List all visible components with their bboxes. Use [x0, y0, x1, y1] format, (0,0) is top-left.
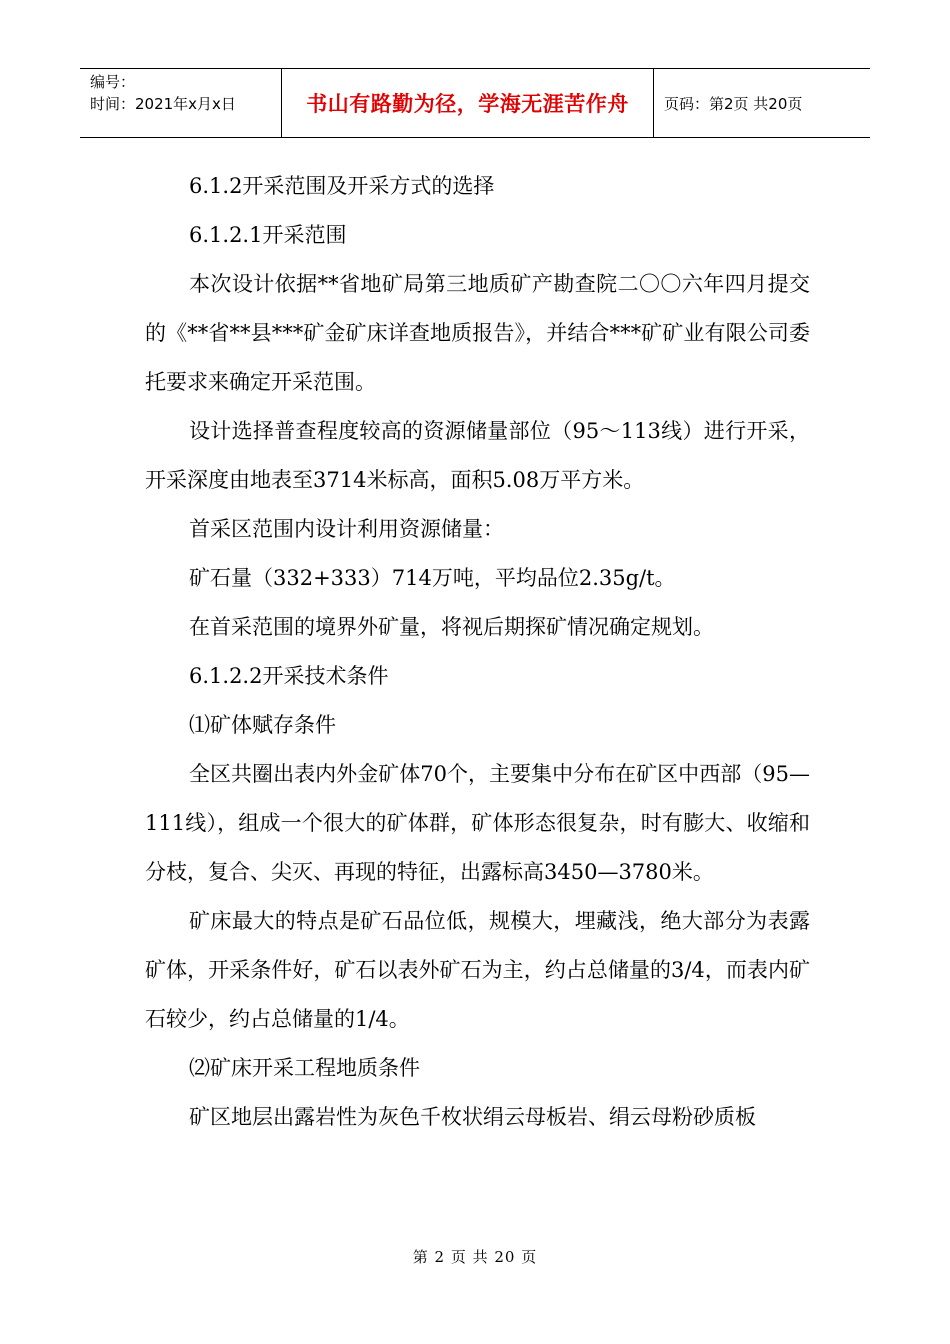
paragraph: 设计选择普查程度较高的资源储量部位（95～113线）进行开采，开采深度由地表至3714米标高，面积5.08万平方米。: [145, 419, 810, 492]
paragraph: 全区共圈出表内外金矿体70个，主要集中分布在矿区中西部（95—111线），组成一个很大的矿体群，矿体形态很复杂，时有膨大、收缩和分枝，复合、尖灭、再现的特征，出露标高3450—3780米。: [145, 762, 810, 884]
document-body: [145, 162, 810, 1142]
subheading-1: ⑴矿体赋存条件: [189, 713, 336, 737]
paragraph: 矿区地层出露岩性为灰色千枚状绢云母板岩、绢云母粉砂质板: [189, 1105, 756, 1129]
document-time: 时间：2021年x月x日: [90, 95, 236, 113]
document-number-label: 编号：: [90, 73, 136, 91]
subheading-2: ⑵矿床开采工程地质条件: [189, 1056, 420, 1080]
paragraph: 矿石量（332+333）714万吨，平均品位2.35g/t。: [189, 566, 676, 590]
heading-6-1-2-2: 6.1.2.2开采技术条件: [189, 664, 389, 688]
heading-6-1-2-1: 6.1.2.1开采范围: [189, 223, 347, 247]
heading-6-1-2: 6.1.2开采范围及开采方式的选择: [189, 174, 495, 198]
page-header: [80, 68, 870, 138]
paragraph: 首采区范围内设计利用资源储量：: [189, 517, 504, 541]
page-footer: 第 2 页 共 20 页: [412, 1248, 538, 1266]
header-page-info: 页码：第2页 共20页: [664, 94, 803, 113]
paragraph: 本次设计依据**省地矿局第三地质矿产勘查院二〇〇六年四月提交的《**省**县***矿金矿床详查地质报告》，并结合***矿矿业有限公司委托要求来确定开采范围。: [145, 272, 810, 394]
header-motto: 书山有路勤为径，学海无涯苦作舟: [282, 69, 654, 137]
paragraph: 在首采范围的境界外矿量，将视后期探矿情况确定规划。: [189, 615, 714, 639]
paragraph: 矿床最大的特点是矿石品位低，规模大，埋藏浅，绝大部分为表露矿体，开采条件好，矿石以表外矿石为主，约占总储量的3/4，而表内矿石较少，约占总储量的1/4。: [145, 909, 810, 1031]
header-meta: [80, 69, 282, 137]
